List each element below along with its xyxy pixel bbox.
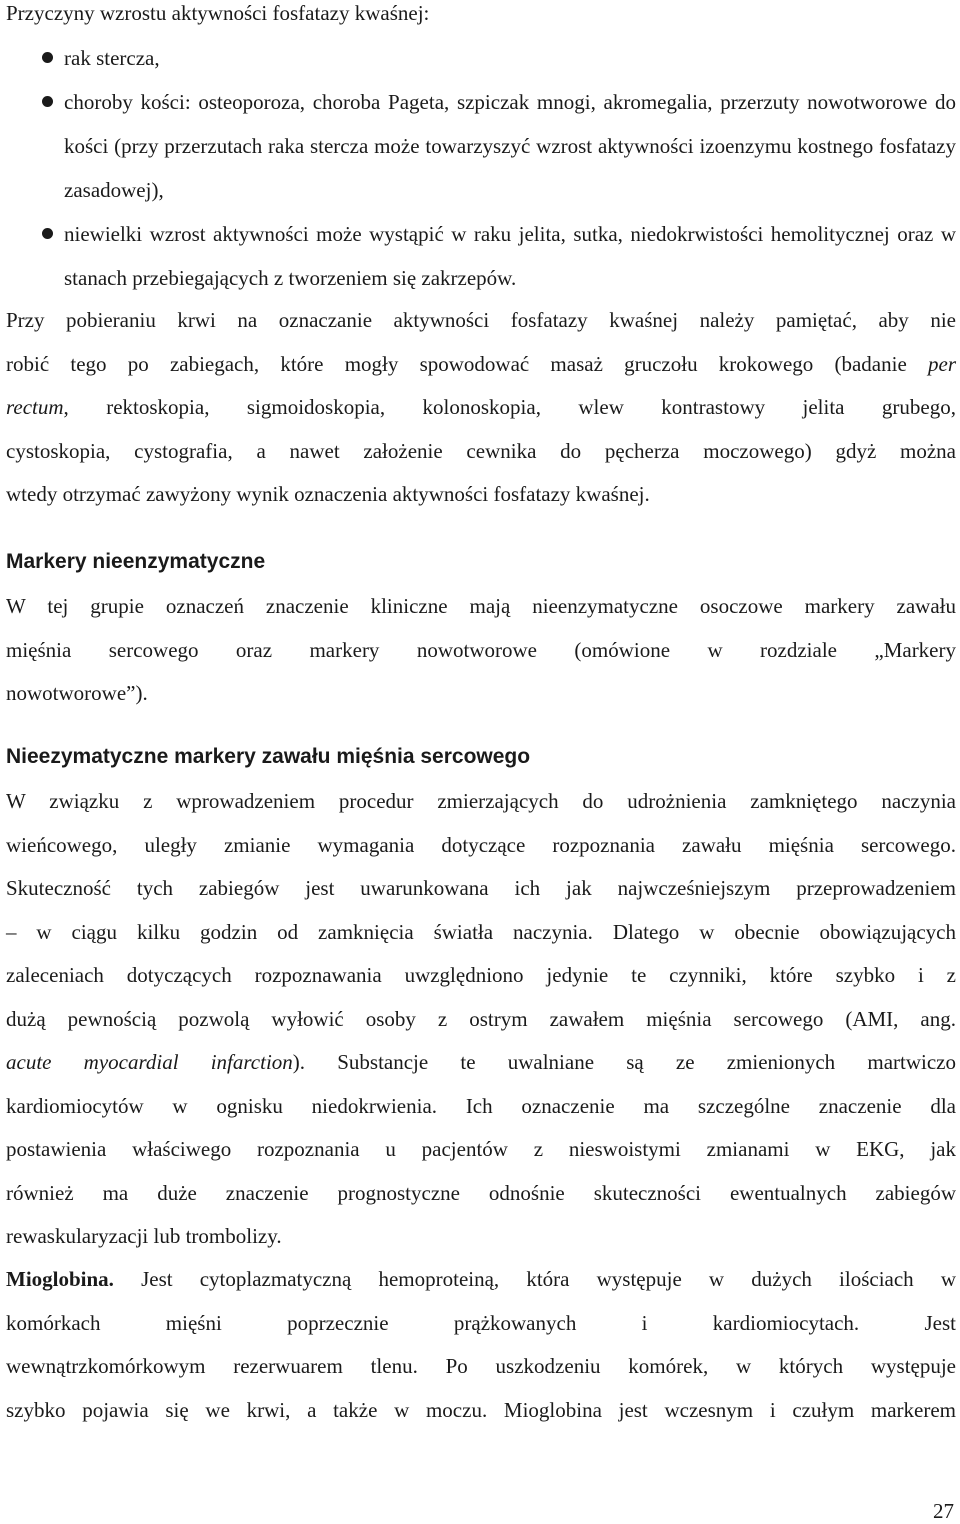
intro-text: Przyczyny wzrostu aktywności fosfatazy kwaśnej: bbox=[6, 1, 430, 25]
italic-term: rectum bbox=[6, 395, 64, 419]
text-line bbox=[6, 1258, 956, 1302]
paragraph-nonenzymatic bbox=[6, 585, 956, 716]
list-item bbox=[0, 212, 960, 300]
text-line: Przy pobieraniu krwi na oznaczanie aktywności fosfatazy kwaśnej należy pamiętać, aby nie bbox=[6, 308, 956, 332]
list-item-text: rak stercza, bbox=[64, 46, 160, 70]
paragraph-blood-sampling bbox=[6, 299, 956, 517]
text-line: dużą pewnością pozwolą wyłowić osoby z ostrym zawałem mięśnia sercowego (AMI, ang. bbox=[6, 1006, 956, 1031]
text-span: , rektoskopia, sigmoidoskopia, kolonoskopia, wlew kontrastowy jelita grubego, bbox=[63, 395, 956, 419]
text-line: wewnątrzkomórkowym rezerwuarem tlenu. Po uszkodzeniu komórek, w których występuje bbox=[6, 1354, 956, 1378]
text-line: kardiomiocytów w ognisku niedokrwienia. Ich oznaczenie ma szczególne znaczenie dla bbox=[6, 1093, 956, 1118]
text-line: komórkach mięśni poprzecznie prążkowanych i kardiomiocytach. Jest bbox=[6, 1310, 956, 1335]
text-line bbox=[6, 386, 956, 430]
text-line bbox=[6, 343, 956, 387]
text-line bbox=[6, 1041, 956, 1085]
bullet-icon bbox=[42, 96, 53, 107]
list-item bbox=[0, 80, 960, 212]
italic-term: per bbox=[928, 351, 956, 376]
list-item-text: niewielki wzrost aktywności może wystąpić w raku jelita, sutka, niedokrwistości hemolitycznej oraz w stanach przebiegających z tworzeniem się zakrzepów. bbox=[64, 222, 956, 290]
text-line: W związku z wprowadzeniem procedur zmierzających do udrożnienia zamkniętego naczynia bbox=[6, 789, 956, 813]
text-line: nowotworowe”). bbox=[6, 681, 148, 705]
text-line: wtedy otrzymać zawyżony wynik oznaczenia aktywności fosfatazy kwaśnej. bbox=[6, 482, 650, 506]
text-line: postawienia właściwego rozpoznania u pacjentów z nieswoistymi zmianami w EKG, jak bbox=[6, 1137, 956, 1161]
paragraph-cardiac-markers bbox=[6, 780, 956, 1259]
section-heading: Nieezymatyczne markery zawału mięśnia sercowego bbox=[6, 745, 531, 768]
text-line: szybko pojawia się we krwi, a także w moczu. Mioglobina jest wczesnym i czułym markerem bbox=[6, 1397, 956, 1422]
text-line: Skuteczność tych zabiegów jest uwarunkowana ich jak najwcześniejszym przeprowadzeniem bbox=[6, 876, 956, 900]
bullet-icon bbox=[42, 228, 53, 239]
bullet-icon bbox=[42, 52, 53, 63]
section-heading: Markery nieenzymatyczne bbox=[6, 550, 266, 573]
text-line: cystoskopia, cystografia, a nawet założenie cewnika do pęcherza moczowego) gdyż można bbox=[6, 438, 956, 463]
paragraph-myoglobin bbox=[6, 1258, 956, 1432]
list-item-text: choroby kości: osteoporoza, choroba Pageta, szpiczak mnogi, akromegalia, przerzuty nowotworowe do kości (przy przerzutach raka stercza może towarzyszyć wzrost aktywności izoenzymu kostnego fosfatazy zasadowej), bbox=[64, 90, 956, 202]
page-number: 27 bbox=[933, 1499, 954, 1523]
list-item bbox=[0, 36, 960, 80]
text-span: ). Substancje te uwalniane są ze zmienionych martwiczo bbox=[292, 1050, 956, 1074]
text-line: zaleceniach dotyczących rozpoznawania uwzględniono jedynie te czynniki, które szybko i z bbox=[6, 963, 956, 987]
text-line: wieńcowego, uległy zmianie wymagania dotyczące rozpoznania zawału mięśnia sercowego. bbox=[6, 832, 956, 857]
causes-list bbox=[0, 36, 960, 300]
text-line: mięśnia sercowego oraz markery nowotworowe (omówione w rozdziale „Markery bbox=[6, 637, 956, 662]
text-span: robić tego po zabiegach, które mogły spowodować masaż gruczołu krokowego (badanie bbox=[6, 351, 928, 376]
text-line: również ma duże znaczenie prognostyczne odnośnie skuteczności ewentualnych zabiegów bbox=[6, 1180, 956, 1205]
text-line: W tej grupie oznaczeń znaczenie kliniczne mają nieenzymatyczne osoczowe markery zawału bbox=[6, 594, 956, 618]
bold-term: Mioglobina. bbox=[6, 1267, 114, 1291]
text-span: Jest cytoplazmatyczną hemoproteiną, która występuje w dużych ilościach w bbox=[113, 1267, 956, 1291]
italic-term: acute myocardial infarction bbox=[6, 1050, 293, 1074]
text-line: – w ciągu kilku godzin od zamknięcia światła naczynia. Dlatego w obecnie obowiązujących bbox=[6, 919, 956, 944]
text-line: rewaskularyzacji lub trombolizy. bbox=[6, 1224, 282, 1248]
